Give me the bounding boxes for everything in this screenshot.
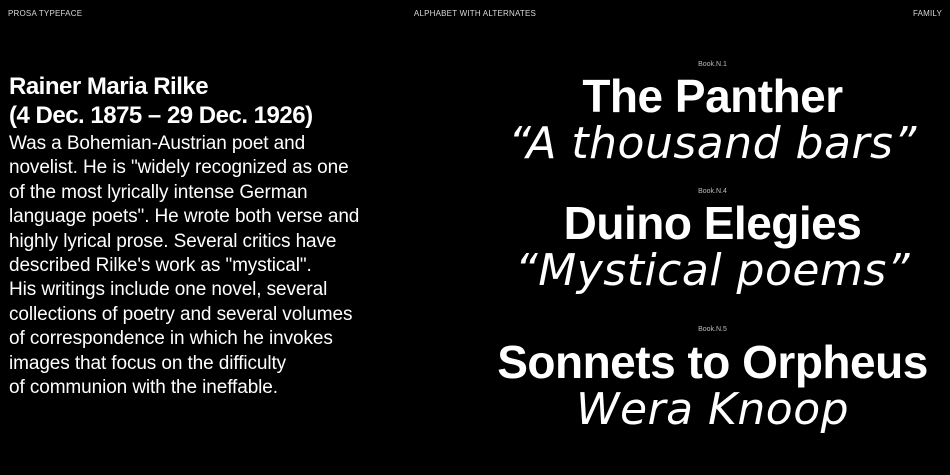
specimen-subtitle: “A thousand bars” xyxy=(508,118,917,169)
bio-text: Was a Bohemian-Austrian poet and novelist. He is "widely recognized as one of the most lyrically intense German language poets". He wrote both verse and highly lyrical prose. Several critics have described Rilke's work as "mystical". His writings include one novel, several collections of poetry and several volumes of correspondence in which he invokes images that focus on the difficulty of communion with the ineffable. xyxy=(9,133,360,399)
family-label: FAMILY xyxy=(912,9,942,18)
typeface-name: PROSA TYPEFACE xyxy=(8,9,83,18)
top-bar xyxy=(8,9,942,19)
poet-dates: (4 Dec. 1875 – 29 Dec. 1926) xyxy=(9,102,313,129)
specimen-label: Book.N.1 xyxy=(698,61,727,68)
specimen-label: Book.N.5 xyxy=(698,326,727,333)
specimen-sonnets-to-orpheus xyxy=(475,325,950,433)
specimen-subtitle: “Mystical poems” xyxy=(514,245,911,296)
specimen-duino-elegies xyxy=(475,187,950,294)
bio-heading xyxy=(9,72,449,130)
specimen-title: The Panther xyxy=(582,70,843,122)
poet-name: Rainer Maria Rilke xyxy=(9,73,209,100)
specimen-title: Sonnets to Orpheus xyxy=(497,336,928,388)
specimen-subtitle: Wera Knoop xyxy=(575,384,850,435)
biography xyxy=(9,72,449,400)
specimen-panther xyxy=(475,60,950,167)
specimen-label: Book.N.4 xyxy=(698,188,727,195)
specimen-title: Duino Elegies xyxy=(563,197,862,249)
section-title: ALPHABET WITH ALTERNATES xyxy=(413,9,537,18)
